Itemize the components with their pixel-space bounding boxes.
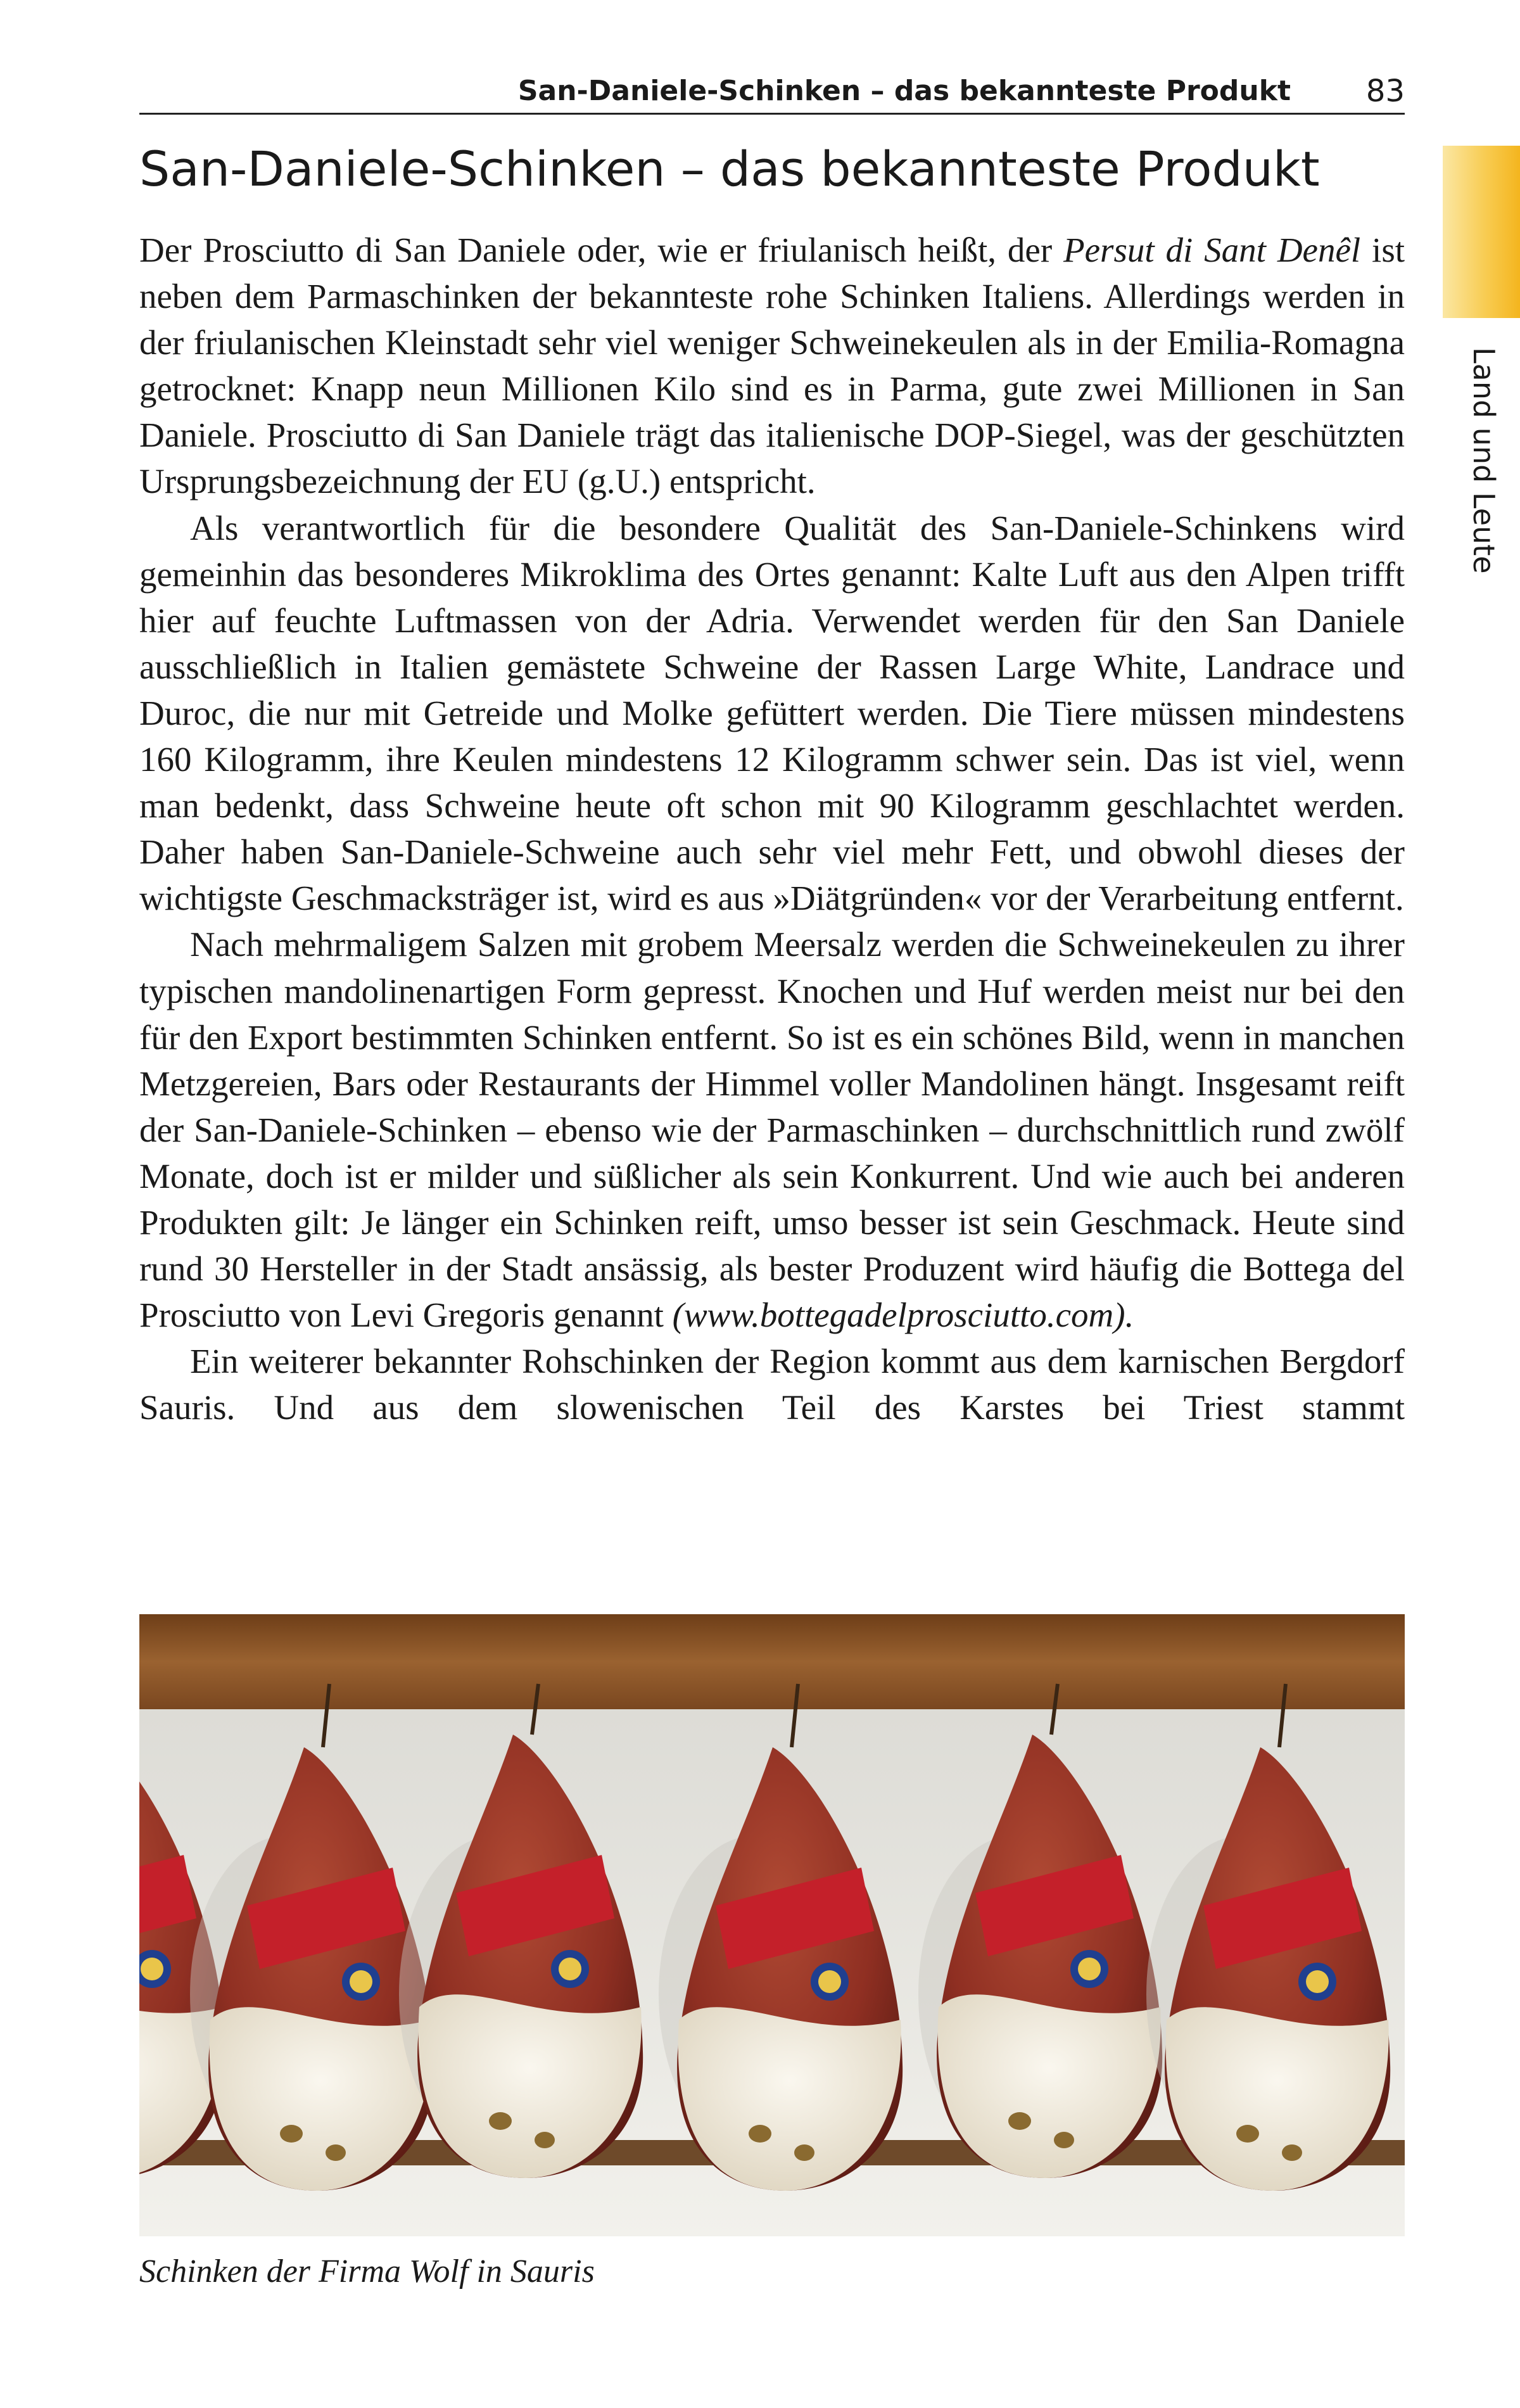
- ham-seal-center: [818, 1970, 841, 1993]
- ham-photo: [139, 1614, 1405, 2236]
- paragraph-2: Als verantwortlich für die besondere Qualität des San-Daniele-Schinkens wird gemeinhin das besonderes Mikroklima des Ortes genannt: Kalte Luft aus den Alpen trifft hier auf feuchte Luftmassen von der Adria. Verwendet werden für den San Daniele ausschließlich in Italien gemästete Schweine der Rassen Large White, Landrace und Duroc, die nur mit Getreide und Molke gefüttert werden. Die Tiere müssen mindestens 160 Kilogramm, ihre Keulen mindestens 12 Kilogramm schwer sein. Das ist viel, wenn man bedenkt, dass Schweine heute oft schon mit 90 Kilogramm geschlachtet werden. Daher haben San-Daniele-Schweine auch sehr viel mehr Fett, und obwohl dieses der wichtigste Geschmacksträger ist, wird es aus »Diätgründen« vor der Verarbeitung entfernt.: [139, 508, 1405, 918]
- ham-hole: [326, 2144, 346, 2161]
- paragraph-4: Ein weiterer bekannter Rohschinken der Region kommt aus dem karnischen Bergdorf Sauris. Und aus dem slowenischen Teil des Karstes bei Triest stammt: [139, 1342, 1405, 1427]
- ham-seal-center: [1078, 1958, 1101, 1980]
- chapter-tab: [1443, 146, 1520, 318]
- ham-seal-center: [141, 1958, 163, 1980]
- italic-dialect-name: Persut di Sant Denêl: [1063, 231, 1361, 269]
- paragraph-1: Der Prosciutto di San Daniele oder, wie er friulanisch heißt, der Persut di Sant Denêl ist neben dem Parmaschinken der bekannteste rohe Schinken Italiens. Allerdings werden in der friulanischen Kleinstadt sehr viel weniger Schweinekeulen als in der Emilia-Romagna getrocknet: Knapp neun Millionen Kilo sind es in Parma, gute zwei Millionen in San Daniele. Prosciutto di San Daniele trägt das italienische DOP-Siegel, was der geschützten Ursprungsbezeichnung der EU (g.U.) entspricht.: [139, 231, 1405, 501]
- ham-hole: [1282, 2144, 1302, 2161]
- ham-hole: [280, 2125, 303, 2143]
- section-heading: San-Daniele-Schinken – das bekannteste Produkt: [139, 141, 1320, 197]
- ham-hole: [535, 2132, 555, 2148]
- ham-hole: [1054, 2132, 1074, 2148]
- ham-seal-center: [559, 1958, 581, 1980]
- ham-hole: [1236, 2125, 1259, 2143]
- website-reference: (www.bottegadelprosciutto.com).: [672, 1296, 1134, 1335]
- running-head: [139, 71, 1405, 115]
- ham-hole: [1008, 2112, 1031, 2130]
- running-title: San-Daniele-Schinken – das bekannteste Produkt: [517, 75, 1291, 107]
- page-number: 83: [1365, 73, 1405, 109]
- photo-caption: Schinken der Firma Wolf in Sauris: [139, 2253, 595, 2290]
- chapter-side-label: Land und Leute: [1467, 347, 1501, 574]
- ham-seal-center: [1306, 1970, 1329, 1993]
- paragraph-3: Nach mehrmaligem Salzen mit grobem Meersalz werden die Schweinekeulen zu ihrer typischen mandolinenartigen Form gepresst. Knochen und Huf werden meist nur bei den für den Export bestimmten Schinken entfernt. So ist es ein schönes Bild, wenn in manchen Metzgereien, Bars oder Restaurants der Himmel voller Mandolinen hängt. Insgesamt reift der San-Daniele-Schinken – ebenso wie der Parmaschinken – durchschnittlich rund zwölf Monate, doch ist er milder und süßlicher als sein Konkurrent. Und wie auch bei anderen Produkten gilt: Je länger ein Schinken reift, umso besser ist sein Geschmack. Heute sind rund 30 Hersteller in der Stadt ansässig, als bester Produzent wird häufig die Bottega del Prosciutto von Levi Gregoris genannt (www.bottegadelprosciutto.com).: [139, 925, 1405, 1335]
- body-text: [139, 227, 1405, 1430]
- ham-hole: [794, 2144, 814, 2161]
- ham-hole: [489, 2112, 512, 2130]
- hanging-hams-illustration: [139, 1614, 1405, 2236]
- ham-seal-center: [350, 1970, 372, 1993]
- ham-hole: [749, 2125, 771, 2143]
